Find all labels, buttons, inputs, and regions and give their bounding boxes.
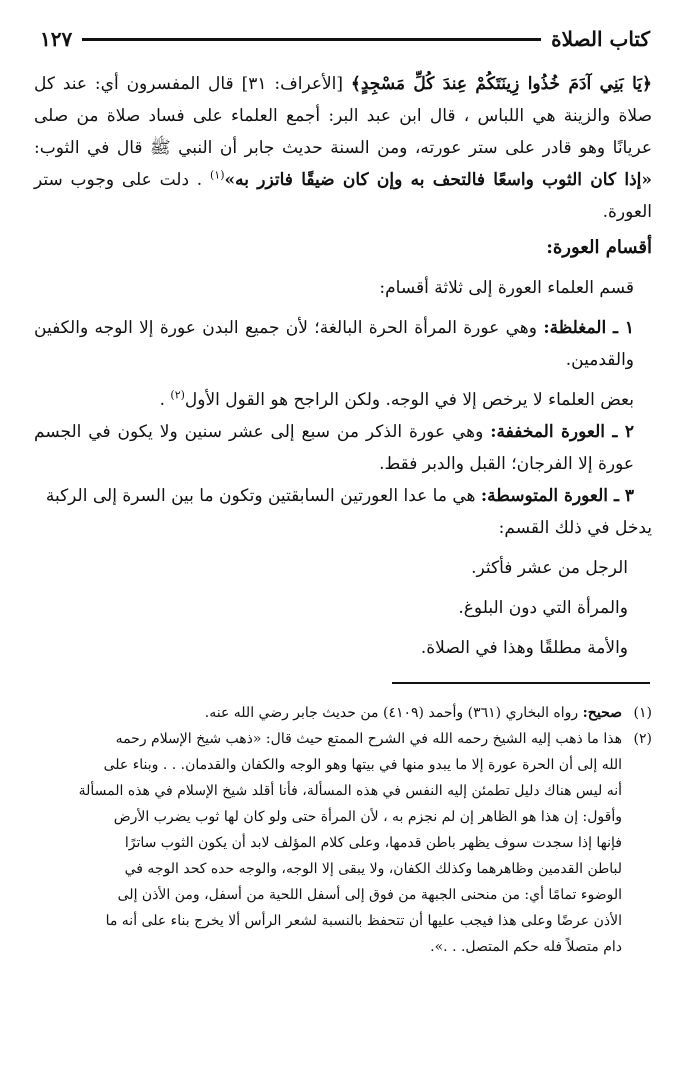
header-rule (82, 38, 541, 41)
page-header (40, 22, 650, 56)
hadith-text: «إذا كان الثوب واسعًا فالتحف به وإن كان ضيقًا فاتزر به» (224, 170, 652, 190)
footnote-2-line: وأقول: إن هذا هو الظاهر إن لم نجزم به ، لأن المرأة حتى ولو كان لها ثوب يضرب الأرض (113, 809, 622, 825)
footnote-1-body: رواه البخاري (٣٦١) وأحمد (٤١٠٩) من حديث جابر رضي الله عنه. (204, 705, 583, 721)
list-item: الرجل من عشر فأكثر. (471, 558, 628, 578)
category-2 (34, 416, 652, 480)
paragraph-end: . دلت على وجوب ستر العورة. (34, 170, 652, 222)
category-1-label: ١ ـ المغلظة: (543, 318, 634, 338)
footnote-ref-2: (٢) (170, 388, 185, 402)
category-3-sub: يدخل في ذلك القسم: (498, 518, 652, 538)
paragraph-text: [الأعراف: ٣١] قال المفسرون أي: عند كل صلاة والزينة هي اللباس ، قال ابن عبد البر: أجمع العلماء على فساد صلاة من صلى عريانًا وهو قادر على ستر عورته، ومن السنة حديث جابر أن النبي ﷺ قال في الثوب: (34, 74, 652, 158)
footnote-1-number: (١) (633, 705, 652, 721)
footnote-1 (34, 700, 652, 726)
paragraph-intro (34, 68, 652, 228)
footnote-divider (392, 682, 650, 684)
footnote-ref-1: (١) (210, 168, 225, 182)
footnote-2-number: (٢) (633, 731, 652, 747)
footnotes (34, 700, 652, 960)
footnote-2 (34, 726, 652, 752)
footnote-2-line: دام متصلاً فله حكم المتصل. . .». (430, 939, 622, 955)
footnote-2-line: لباطن القدمين وظاهرهما وكذلك الكفان، ولا يبقى إلا الوجه، والوجه حده كحد الوجه في (124, 861, 622, 877)
footnote-1-label: صحيح: (582, 705, 622, 721)
footnote-2-line: هذا ما ذهب إليه الشيخ رحمه الله في الشرح الممتع حيث قال: «ذهب شيخ الإسلام رحمه (115, 731, 622, 747)
footnote-2-line: الله إلى أن الحرة عورة إلا ما يبدو منها في بيتها وهو الوجه والكفان والقدمان. . . وبناء على (103, 757, 622, 773)
footnote-2-line: الأذن عرضًا وعلى هذا فيجب عليها أن تتحفظ بالنسبة لشعر الرأس ألا يخرج بناء على أنه ما (105, 913, 622, 929)
section-heading: أقسام العورة: (546, 237, 652, 258)
category-2-text: وهي عورة الذكر من سبع إلى عشر سنين ولا يكون في الجسم عورة إلا الفرجان؛ القبل والدبر فقط. (34, 422, 634, 474)
footnote-2-line: أنه ليس هناك دليل تطمئن إليه النفس في هذه المسألة، فأنا أقلد شيخ الإسلام في هذه المسألة (78, 783, 622, 799)
category-1-text: وهي عورة المرأة الحرة البالغة؛ لأن جميع البدن عورة إلا الوجه والكفين والقدمين. (34, 318, 634, 370)
category-1-note (34, 384, 652, 416)
footnote-1-text (34, 700, 622, 726)
main-text (34, 68, 652, 664)
section-intro: قسم العلماء العورة إلى ثلاثة أقسام: (379, 278, 634, 298)
category-1-note-end: . (159, 390, 171, 410)
footnote-2-line: الوضوء تمامًا أي: من منحنى الجبهة من فوق إلى أسفل اللحية من أسفل، ومن الأذن إلى (117, 887, 622, 903)
category-3-label: ٣ ـ العورة المتوسطة: (480, 486, 634, 506)
chapter-title: كتاب الصلاة (551, 27, 650, 51)
page-number: ١٢٧ (40, 27, 73, 51)
category-1 (34, 312, 652, 376)
category-3-text: هي ما عدا العورتين السابقتين وتكون ما بين السرة إلى الركبة (45, 486, 481, 506)
category-1-note-text: بعض العلماء لا يرخص إلا في الوجه. ولكن الراجح هو القول الأول (184, 390, 634, 410)
category-2-label: ٢ ـ العورة المخففة: (490, 422, 634, 442)
footnote-2-line: فإنها إذا سجدت سوف يظهر باطن قدمها، وعلى كلام المؤلف لابد أن يكون الثوب ساترًا (124, 835, 622, 851)
quran-verse: ﴿يَا بَنِي آدَمَ خُذُوا زِينَتَكُمْ عِندَ كُلِّ مَسْجِدٍ﴾ (350, 74, 652, 94)
category-3 (34, 480, 652, 512)
list-item: والمرأة التي دون البلوغ. (458, 598, 628, 618)
list-item: والأمة مطلقًا وهذا في الصلاة. (420, 638, 628, 658)
